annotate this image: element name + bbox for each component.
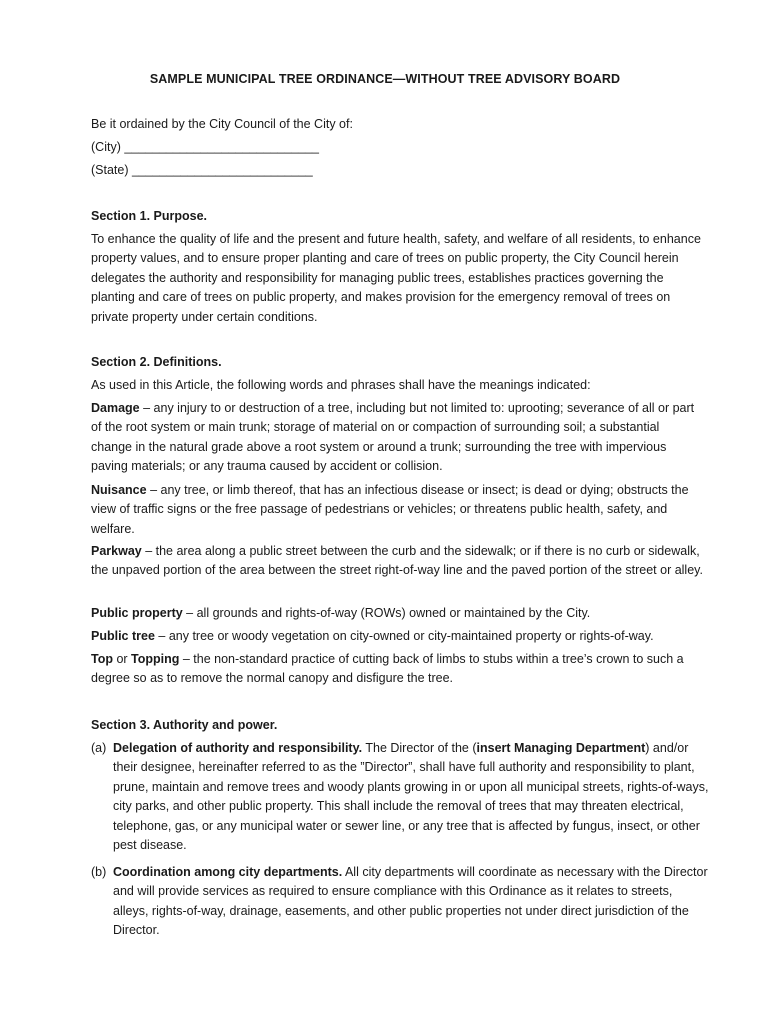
definition-topping: [91, 650, 703, 689]
definition-nuisance: [91, 481, 703, 539]
term-topping: Topping: [131, 652, 180, 666]
term-damage: Damage: [91, 401, 140, 415]
document-title: SAMPLE MUNICIPAL TREE ORDINANCE—WITHOUT TREE ADVISORY BOARD: [149, 72, 621, 86]
clause-a-marker: (a): [91, 741, 107, 755]
definition-text: – the non-standard practice of cutting back of limbs to stubs within a tree’s crown to such a degree so as to remove the normal canopy and disfigure the tree.: [91, 652, 684, 686]
definition-public-tree: [91, 627, 703, 646]
clause-b-title: Coordination among city departments.: [113, 865, 343, 879]
insert-department-placeholder: insert Managing Department: [476, 741, 646, 755]
definition-text: – the area along a public street between the curb and the sidewalk; or if there is no curb or sidewalk, the unpaved portion of the area between the street right-of-way line and the paved portion of the street or alley.: [91, 544, 703, 578]
definition-damage: [91, 399, 703, 477]
term-parkway: Parkway: [91, 544, 142, 558]
clause-a-text: The Director of the (: [362, 741, 477, 755]
definition-public-property: [91, 604, 703, 623]
clause-b-marker: (b): [91, 865, 107, 879]
section-1-heading: Section 1. Purpose.: [91, 209, 208, 223]
clause-b-text: All city departments will coordinate as necessary with the Director and will provide services as required to ensure compliance with this Ordinance as it relates to streets, alleys, rights-of-way, drainage, easements, and other public properties not under direct jurisdiction of the Director.: [113, 865, 708, 938]
definition-text: – all grounds and rights-of-way (ROWs) owned or maintained by the City.: [182, 606, 591, 620]
definition-text: – any injury to or destruction of a tree, including but not limited to: uprooting; severance of all or part of the root system or main trunk; storage of material on or compaction of surrounding soil; a substantial change in the natural grade above a root system or around a trunk; surrounding the tree with impervious paving materials; or any trauma caused by accident or collision.: [91, 401, 695, 474]
clause-a: [91, 739, 711, 855]
ordained-line: Be it ordained by the City Council of the City of:: [91, 117, 353, 131]
term-public-property: Public property: [91, 606, 183, 620]
term-top: Top: [91, 652, 113, 666]
clause-a-text-continued: ) and/or their designee, hereinafter referred to as the ”Director”, shall have full authority and responsibility to plant, prune, maintain and remove trees and woody plants growing in or upon all municipal streets, rights-of-ways, city parks, and other public property. This shall include the removal of trees that may threaten electrical, telephone, gas, or any municipal water or sewer line, or any tree that is affected by fungus, insect, or other pest disease.: [113, 741, 709, 853]
clause-b-body: [113, 863, 711, 941]
term-public-tree: Public tree: [91, 629, 155, 643]
city-line: (City) ____________________________: [91, 140, 319, 154]
section-1-text: To enhance the quality of life and the present and future health, safety, and welfare of all residents, to enhance property values, and to ensure proper planting and care of trees on public property, the City Council herein delegates the authority and responsibility for managing public trees, establishes practices governing the planting and care of trees on public property, and makes provision for the emergency removal of trees on private property under certain conditions.: [91, 232, 701, 324]
definition-parkway: [91, 542, 703, 581]
term-nuisance: Nuisance: [91, 483, 147, 497]
definition-text: – any tree, or limb thereof, that has an infectious disease or insect; is dead or dying; obstructs the view of traffic signs or the free passage of pedestrians or vehicles; or threatens public health, safety, and welfare.: [91, 483, 689, 536]
section-3-heading: Section 3. Authority and power.: [91, 718, 278, 732]
clause-a-body: [113, 739, 711, 855]
definitions-intro: As used in this Article, the following words and phrases shall have the meanings indicated:: [91, 378, 591, 392]
term-connector: or: [112, 652, 132, 666]
section-2-heading: Section 2. Definitions.: [91, 355, 222, 369]
definition-text: – any tree or woody vegetation on city-owned or city-maintained property or rights-of-way.: [154, 629, 654, 643]
clause-a-title: Delegation of authority and responsibility.: [113, 741, 363, 755]
state-line: (State) __________________________: [91, 163, 313, 177]
clause-b: [91, 863, 711, 941]
